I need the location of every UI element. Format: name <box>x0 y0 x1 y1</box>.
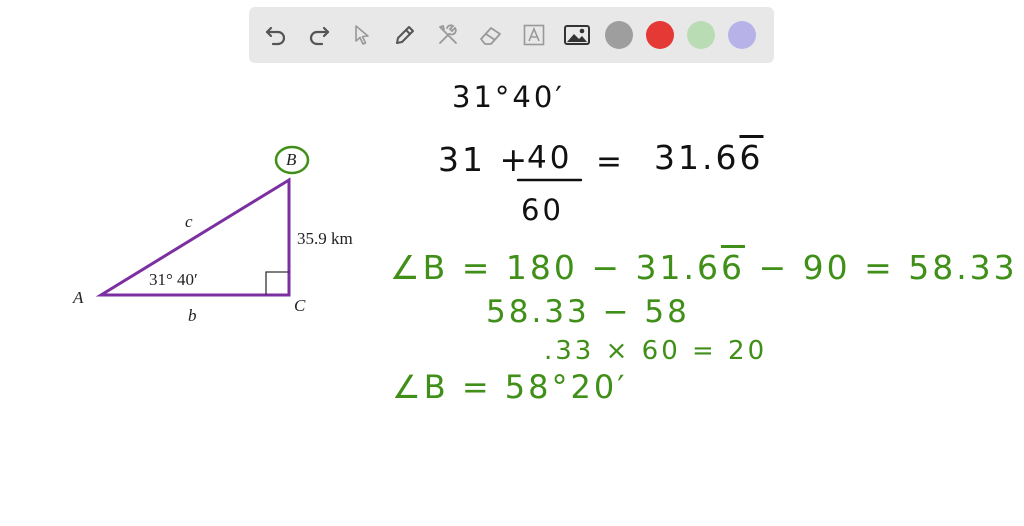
eraser-icon[interactable] <box>476 20 506 50</box>
vertex-c-label: C <box>294 296 306 315</box>
vertex-a-label: A <box>73 288 84 307</box>
whiteboard-canvas[interactable] <box>0 70 1024 526</box>
tools-icon[interactable] <box>433 20 463 50</box>
handwriting-decimal-result: 31.66 <box>654 138 764 177</box>
color-swatch-red[interactable] <box>646 21 674 49</box>
handwriting-fraction-numerator: 40 <box>527 140 573 176</box>
pen-icon[interactable] <box>390 20 420 50</box>
side-b-label: b <box>188 306 197 325</box>
handwriting-minutes-calc: .33 × 60 = 20 <box>544 336 768 366</box>
color-swatch-green[interactable] <box>687 21 715 49</box>
color-swatch-gray[interactable] <box>605 21 633 49</box>
handwriting-equals: = <box>596 144 625 180</box>
handwriting-fraction-denominator: 60 <box>521 193 564 227</box>
vertex-b-label: B <box>286 150 297 169</box>
angle-a-label: 31° 40′ <box>149 270 198 289</box>
text-icon[interactable] <box>519 20 549 50</box>
undo-icon[interactable] <box>261 20 291 50</box>
side-c-label: c <box>185 212 193 231</box>
color-swatch-purple[interactable] <box>728 21 756 49</box>
drawing-toolbar <box>249 7 774 63</box>
side-a-length-label: 35.9 km <box>297 229 353 248</box>
right-angle-marker <box>266 272 289 295</box>
handwriting-angle-dms: 31°40′ <box>452 80 565 114</box>
image-icon[interactable] <box>562 20 592 50</box>
handwriting-angle-b-equation: ∠B = 180 − 31.66 − 90 = 58.33 <box>390 248 1018 287</box>
handwriting-sum-left: 31 + <box>438 140 531 179</box>
handwriting-subtraction: 58.33 − 58 <box>486 294 690 330</box>
select-pointer-icon[interactable] <box>347 20 377 50</box>
redo-icon[interactable] <box>304 20 334 50</box>
handwriting-angle-b-result: ∠B = 58°20′ <box>392 368 628 406</box>
